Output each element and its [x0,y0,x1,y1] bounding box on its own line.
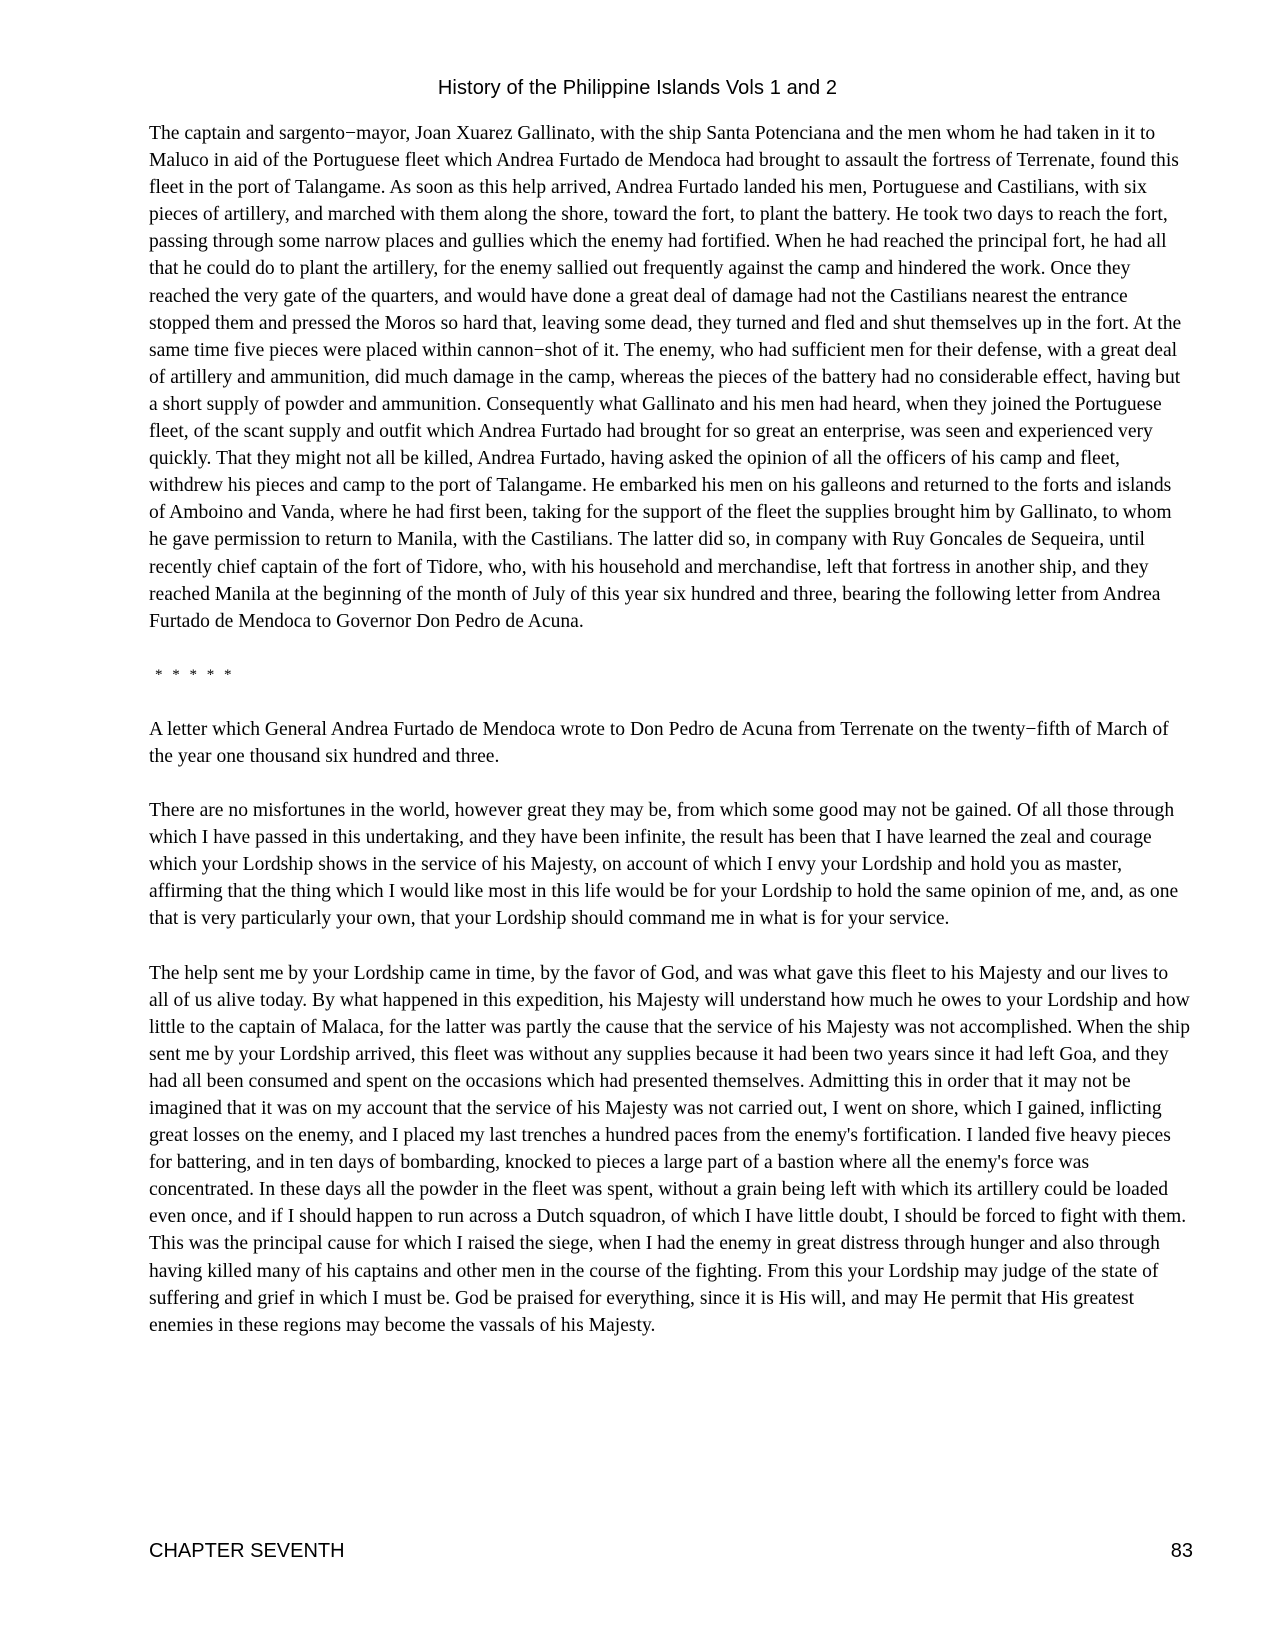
paragraph-letter-body: The help sent me by your Lordship came in time, by the favor of God, and was what gave this fleet to his Majesty and our lives to all of us alive today. By what happened in this expedition, his Majesty will understand how much he owes to your Lordship and how little to the captain of Malaca, for the latter was partly the cause that the service of his Majesty was not accomplished. When the ship sent me by your Lordship arrived, this fleet was without any supplies because it had been two years since it had left Goa, and they had all been consumed and spent on the occasions which had presented themselves. Admitting this in order that it may not be imagined that it was on my account that the service of his Majesty was not carried out, I went on shore, which I gained, inflicting great losses on the enemy, and I placed my last trenches a hundred paces from the enemy's fortification. I landed five heavy pieces for battering, and in ten days of bombarding, knocked to pieces a large part of a bastion where all the enemy's force was concentrated. In these days all the powder in the fleet was spent, without a grain being left with which its artillery could be loaded even once, and if I should happen to run across a Dutch squadron, of which I have little doubt, I should be forced to fight with them. This was the principal cause for which I raised the siege, when I had the enemy in great distress through hunger and also through having killed many of his captains and other men in the course of the fighting. From this your Lordship may judge of the state of suffering and grief in which I must be. God be praised for everything, since it is His will, and may He permit that His greatest enemies in these regions may become the vassals of his Majesty. [149,962,1191,1336]
paragraph-letter-intro: A letter which General Andrea Furtado de Mendoca wrote to Don Pedro de Acuna from Terrenate on the twenty−fifth of March of the year one thousand six hundred and three. [149,718,1169,767]
page-number: 83 [1170,1540,1193,1562]
paragraph-spacer [149,635,1191,662]
chapter-title: CHAPTER SEVENTH [149,1540,345,1562]
paragraph-narrative: The captain and sargento−mayor, Joan Xuarez Gallinato, with the ship Santa Potenciana and the men whom he had taken in it to Maluco in aid of the Portuguese fleet which Andrea Furtado de Mendoca had brought to assault the fortress of Terrenate, found this fleet in the port of Talangame. As soon as this help arrived, Andrea Furtado landed his men, Portuguese and Castilians, with six pieces of artillery, and marched with them along the shore, toward the fort, to plant the battery. He took two days to reach the fort, passing through some narrow places and gullies which the enemy had fortified. When he had reached the principal fort, he had all that he could do to plant the artillery, for the enemy sallied out frequently against the camp and hindered the work. Once they reached the very gate of the quarters, and would have done a great deal of damage had not the Castilians nearest the entrance stopped them and pressed the Moros so hard that, leaving some dead, they turned and fled and shut themselves up in the fort. At the same time five pieces were placed within cannon−shot of it. The enemy, who had sufficient men for their defense, with a great deal of artillery and ammunition, did much damage in the camp, whereas the pieces of the battery had no considerable effect, having but a short supply of powder and ammunition. Consequently what Gallinato and his men had heard, when they joined the Portuguese fleet, of the scant supply and outfit which Andrea Furtado had brought for so great an enterprise, was seen and experienced very quickly. That they might not all be killed, Andrea Furtado, having asked the opinion of all the officers of his camp and fleet, withdrew his pieces and camp to the port of Talangame. He embarked his men on his galleons and returned to the forts and islands of Amboino and Vanda, where he had first been, taking for the support of the fleet the supplies brought him by Gallinato, to whom he gave permission to return to Manila, with the Castilians. The latter did so, in company with Ruy Goncales de Sequeira, until recently chief captain of the fort of Tidore, who, with his household and merchandise, left that fortress in another ship, and they reached Manila at the beginning of the month of July of this year six hundred and three, bearing the following letter from Andrea Furtado de Mendoca to Governor Don Pedro de Acuna. [149,123,1182,632]
paragraph-spacer [149,770,1191,797]
body-text [149,120,1191,1339]
paragraph-letter-opening: There are no misfortunes in the world, however great they may be, from which some good may not be gained. Of all those through which I have passed in this undertaking, and they have been infinite, the result has been that I have learned the zeal and courage which your Lordship shows in the service of his Majesty, on account of which I envy your Lordship and hold you as master, affirming that the thing which I would like most in this life would be for your Lordship to hold the same opinion of me, and, as one that is very particularly your own, that your Lordship should command me in what is for your service. [149,800,1179,930]
section-separator: * * * * * [155,666,235,683]
paragraph-spacer [149,933,1191,960]
paragraph-spacer [149,689,1191,716]
running-title: History of the Philippine Islands Vols 1 and 2 [437,77,838,99]
